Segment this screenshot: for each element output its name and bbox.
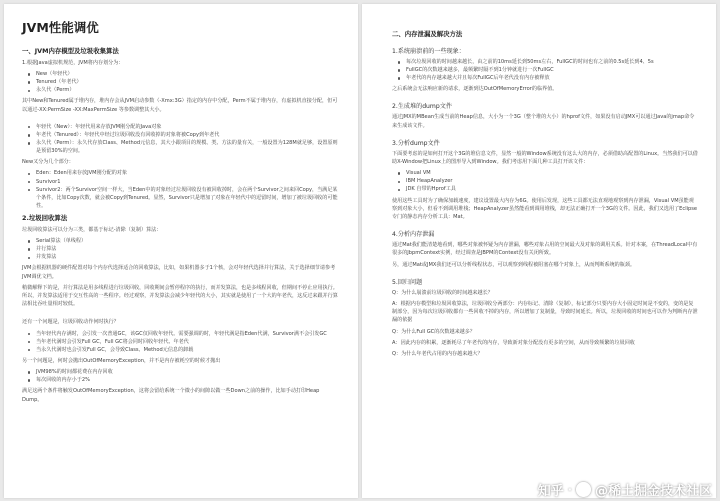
left-page xyxy=(4,4,358,498)
list-item: 并行算法 xyxy=(28,245,340,253)
list-item: 每次回收的内存小于2% xyxy=(28,376,340,384)
list-item: 当永久代满时也会引发Full GC，会导致Class、Method元信息的卸载 xyxy=(28,346,340,354)
watermark-account: @稀土掘金技术社区 xyxy=(594,484,712,499)
list-item: Survivor1 xyxy=(28,178,340,186)
list-item: 并发算法 xyxy=(28,253,340,261)
memory-intro: 1.根据Java虚拟机规范，JVM将内存划分为： xyxy=(22,60,124,66)
list-item: Eden：Eden用来存放JVM刚分配的对象 xyxy=(28,169,340,177)
section-heading-gc-algorithms: 2.垃圾回收算法 xyxy=(22,213,68,222)
analyze-title: 3.分析dump文件 xyxy=(392,139,440,147)
document-title: JVM性能调优 xyxy=(22,20,99,35)
list-item: Tenured（年老代） xyxy=(28,78,340,86)
dump-paragraph: 通过JMX的MBean生成当前的Heap信息，大小为一个3G（整个堆的大小）的hprof文件，如果没有启动JMX可以通过Java的jmap命令来生成该文件。 xyxy=(392,114,695,129)
juejin-logo-icon xyxy=(576,482,591,497)
list-item: Visual VM xyxy=(398,169,698,177)
symptoms-after: 之后系统会无法响应新的请求，逐渐到达OutOfMemoryError的临界值。 xyxy=(392,86,558,93)
list-item: 永久代（Perm） xyxy=(28,86,340,94)
oom-question: 另一个问题是，何时会抛出OutOfMemoryException，并不是内存被耗空的时候才抛出 xyxy=(22,357,221,364)
list-item: 年老代（Tenured）：年轻代中经过垃圾回收没有回收掉的对象将被Copy到年老代 xyxy=(28,131,340,139)
oom-paragraph: 满足这两个条件将触发OutOfMemoryException，这将会留给系统一个微小的间隙以做一些Down之前的操作，比如手动打印Heap Dump。 xyxy=(22,388,320,403)
list-item: 每次垃圾回收的时间越来越长，由之前的10ms延长到50ms左右，FullGC的时间也有之前的0.5s延长到4、5s xyxy=(398,58,698,66)
symptoms-list xyxy=(398,58,698,82)
list-item: FullGC的次数越来越多，最频繁时隔不到1分钟就进行一次FullGC xyxy=(398,66,698,74)
gc-intro: 垃圾回收算法可以分为三类，都基于标记-清除（复制）算法： xyxy=(22,226,162,233)
answer-1: A：根据内存模型和垃圾回收算法，垃圾回收分两部分：内存标记、清除（复制），标记部分只要内存大小固定时间是不变的，变的是复制部分，因为每次垃圾回收都有一些回收不掉的内存，所以增加了复制量，导致时间延长。所以，垃圾回收的时间也可以作为判断内存泄漏的依据 xyxy=(392,301,698,324)
heap-paragraph: 其中New和Tenured属于堆内存，堆内存会从JVM启动参数（-Xmx:3G）指定的内存中分配，Perm不属于堆内存，有虚拟机直接分配，但可以通过-XX:PermSize -XX:MaxPermSize 等参数调整其大小。 xyxy=(22,98,338,113)
section-heading-memory-leak: 二、内存泄漏及解决方法 xyxy=(392,30,463,38)
list-item: 当年老代满时会引发Full GC，Full GC将会同时回收年轻代、年老代 xyxy=(28,338,340,346)
explain-paragraph: 稍微解释下的是，并行算法是用多线程进行垃圾回收，回收期间会暂停程序的执行，而并发算法，也是多线程回收，但期间不停止应用执行。所以，并发算法适用于交互性高的一些程序。经过观察，并发算法会减少年轻代的大小，其实就是使用了一个大的年老代，这反过来跟并行算法相比吞吐量相对较低。 xyxy=(22,284,338,308)
list-item: Survivor2：两个Survivor空间一样大，当Eden中的对象经过垃圾回收没有被回收掉时，会在两个Survivor之间来回Copy，当满足某个条件，比如Copy次数，就会被Copy到Tenured。显然，Survivor只是增加了对象在年轻代中的逗留时间，增加了被垃圾回收的可能性。 xyxy=(28,186,340,210)
analyze-paragraph: 下面要考虑的是如何打开这个3G的堆信息文件，显然一般的Window系统没有这么大的内存，必须借助高配置的Linux。当然我们可以借助X-Window把Linux上的图形导入到Window。我们考虑用下面几种工具打开该文件： xyxy=(392,150,698,166)
list-item: 永久代（Perm）：永久代存放Class、Method元信息，其大小跟项目的规模、类、方法的量有关，一般设置为128M就足够，设置原则是预留30%的空间。 xyxy=(28,139,340,155)
list-item: 当年轻代内存满时，会引发一次普通GC，该GC仅回收年轻代。需要强调的时，年轻代满是指Eden代满，Survivor满不会引发GC xyxy=(28,330,340,338)
answer-2: A：因此内存的积累，逐渐耗尽了年老代的内存，导致新对象分配没有更多的空间，从而导致频繁的垃圾回收 xyxy=(392,339,635,346)
question-2: Q：为什么Full GC的次数越来越多？ xyxy=(392,328,475,335)
leak-analysis-paragraph: 通过Mat我们能清楚地看到，哪些对象被怀疑为内存泄漏，哪些对象占用的空间最大及对象的调用关系。针对本案，在ThreadLocal中有很多的JbpmContext实例，经过调查是JBPM的Context没有关闭所致。 xyxy=(392,242,698,257)
gc-when-question: 还有一个问题是，垃圾回收动作何时执行？ xyxy=(22,319,119,326)
leak-analysis-paragraph-2: 另，通过Mat或JMX我们还可以分析线程状态，可以观察到线程被阻塞在哪个对象上，从而判断系统的瓶颈。 xyxy=(392,261,636,268)
gc-trigger-list xyxy=(28,330,340,354)
symptoms-title: 1.系统崩溃前的一些现象： xyxy=(392,48,465,55)
dump-title: 2.生成堆的dump文件 xyxy=(392,103,452,111)
question-3: Q：为什么年老代占用的内存越来越大？ xyxy=(392,351,483,358)
list-item: 年轻代（New）：年轻代用来存放JVM刚分配的Java对象 xyxy=(28,123,340,131)
watermark: 知乎 · @稀土掘金技术社区 xyxy=(538,480,712,499)
question-1: Q：为什么崩溃前垃圾回收的时间越来越长？ xyxy=(392,289,493,296)
list-item: 年老代的内存越来越大并且每次FullGC后年老代没有内存被释放 xyxy=(398,74,698,82)
tools-list xyxy=(398,169,698,193)
new-parts-list xyxy=(28,169,340,209)
generation-list xyxy=(28,123,340,155)
list-item: JDK 自带的Hprof工具 xyxy=(398,185,698,193)
right-page xyxy=(362,4,716,498)
review-title: 5.回归问题 xyxy=(392,278,423,286)
section-heading-memory-model: 一、JVM内存模型及垃圾收集算法 xyxy=(22,47,119,55)
memory-regions-list xyxy=(28,70,340,94)
watermark-site: 知乎 xyxy=(537,484,564,499)
algorithms-list xyxy=(28,237,340,261)
list-item: New（年轻代） xyxy=(28,70,340,78)
new-intro: New又分为几个部分： xyxy=(22,159,74,166)
list-item: Serial算法（单线程） xyxy=(28,237,340,245)
jvm-paragraph: JVM会根据机器的硬件配置对每个内存代选择适合的回收算法，比如，如果机器多于1个核，会对年轻代选择并行算法，关于选择细节请参考JVM调优文档。 xyxy=(22,265,336,280)
oom-conditions-list xyxy=(28,368,340,384)
list-item: JVM98%的时间都花费在内存回收 xyxy=(28,368,340,376)
list-item: IBM HeapAnalyzer xyxy=(398,177,698,185)
leak-analysis-title: 4.分析内存泄漏 xyxy=(392,231,435,239)
analyze-paragraph-2: 使用这些工具时为了确保加载速度，建议设置最大内存为6G。使用后发现，这些工具都无法直观地观察到内存泄漏，Visual VM虽能观察到对象大小，但看不到调用堆栈；HeapAnalyzer虽然能看到调用堆栈，却无法正确打开一个3G的文件。因此，我们又选用了Eclipse专门的静态内存分析工具：Mat。 xyxy=(392,197,698,220)
